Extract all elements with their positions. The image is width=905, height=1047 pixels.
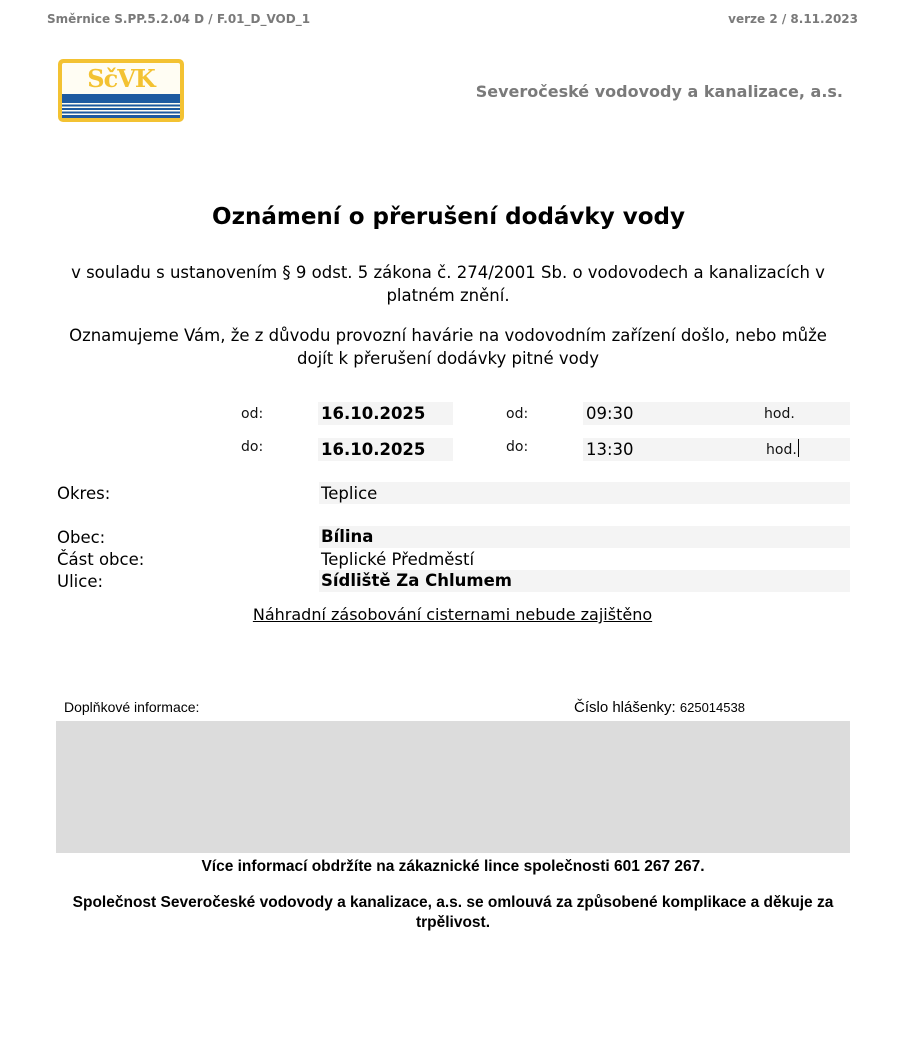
version-date: verze 2 / 8.11.2023 (728, 12, 858, 26)
report-number-label (574, 699, 745, 716)
scvk-logo (57, 58, 185, 123)
from-time-value: 09:30 (586, 404, 634, 423)
report-number: 625014538 (679, 700, 745, 715)
street-label: Ulice: (57, 572, 104, 591)
to-date-value: 16.10.2025 (321, 440, 426, 459)
report-label: Číslo hlášenky: (574, 699, 676, 716)
announcement-text: Oznamujeme Vám, že z důvodu provozní havárie na vodovodním zařízení došlo, nebo může dojít k přerušení dodávky pitné vody (69, 326, 827, 368)
municipality-label: Obec: (57, 528, 106, 547)
district-value: Teplice (321, 484, 378, 503)
district-label: Okres: (57, 484, 111, 503)
part-label: Část obce: (57, 550, 145, 569)
district-field (319, 482, 850, 504)
municipality-value: Bílina (321, 527, 374, 546)
scvk-logo-icon (57, 58, 185, 123)
document-title: Oznámení o přerušení dodávky vody (212, 204, 685, 230)
from-date-value: 16.10.2025 (321, 404, 426, 423)
municipality-field (319, 526, 850, 548)
from-time-unit: hod. (764, 406, 795, 422)
additional-info-label: Doplňkové informace: (64, 699, 200, 715)
from-date-label: od: (241, 406, 264, 422)
to-date-label: do: (241, 439, 264, 455)
contact-info: Více informací obdržíte na zákaznické lince společnosti 601 267 267. (201, 858, 705, 875)
to-time-unit: hod. (766, 442, 797, 458)
directive-code: Směrnice S.PP.5.2.04 D / F.01_D_VOD_1 (47, 12, 311, 26)
apology-text: Společnost Severočeské vodovody a kanalizace, a.s. se omlouvá za způsobené komplikace a děkuje za trpělivost. (72, 894, 834, 931)
street-value: Sídliště Za Chlumem (321, 571, 512, 590)
part-value: Teplické Předměstí (321, 550, 475, 569)
legal-basis-text: v souladu s ustanovením § 9 odst. 5 zákona č. 274/2001 Sb. o vodovodech a kanalizacích v platném znění. (71, 263, 825, 305)
to-time-unit-wrap[interactable] (766, 439, 799, 458)
svg-text:SčVK: SčVK (87, 64, 155, 93)
company-name: Severočeské vodovody a kanalizace, a.s. (475, 82, 843, 101)
to-time-value: 13:30 (586, 440, 634, 459)
to-time-label: do: (506, 439, 529, 455)
from-time-label: od: (506, 406, 529, 422)
text-cursor (798, 439, 799, 457)
substitute-supply-notice: Náhradní zásobování cisternami nebude zajištěno (252, 605, 653, 624)
additional-info-box (56, 721, 850, 853)
